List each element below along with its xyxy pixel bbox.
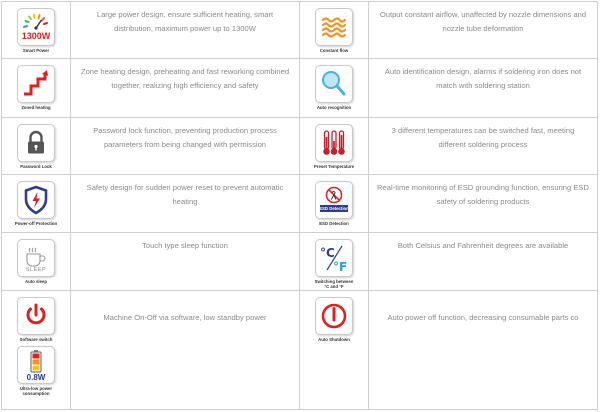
- feature-icon-cell: [2, 233, 71, 291]
- feature-description-cell: [369, 233, 598, 291]
- feature-description: Zone heating design, preheating and fast reworking combined together, realizing high efficiency and safety: [80, 67, 290, 90]
- feature-description: Large power design, ensure sufficient heating, smart distribution, maximum power up to 1300W: [96, 10, 274, 33]
- feature-icon-cell: [2, 291, 71, 410]
- feature-description-cell: [369, 2, 598, 59]
- feature-description: Auto power off function, decreasing consumable parts co: [387, 313, 579, 322]
- feature-description: Safety design for sudden power reset to prevent automatic heating: [86, 183, 284, 206]
- feature-row: [2, 233, 598, 291]
- svg-text:°C: °C: [320, 246, 335, 260]
- zone-steps-icon: [18, 66, 54, 102]
- magnifier-icon: [316, 66, 352, 102]
- feature-caption: Smart Power: [22, 48, 50, 53]
- feature-description: Machine On-Off via software, low standby power: [103, 313, 267, 322]
- feature-icon-cell: [300, 175, 369, 233]
- padlock-icon: [18, 125, 54, 161]
- feature-icon-cell: [300, 118, 369, 175]
- feature-caption: Switching between °C and °F: [314, 279, 354, 289]
- feature-description: Both Celsius and Fahrenheit degrees are available: [397, 241, 569, 250]
- feature-caption: Ultra-low power consumption: [19, 386, 53, 396]
- unit-switching-tile: [315, 239, 353, 277]
- esd-detection-tile: [315, 181, 353, 219]
- shield-bolt-icon: [18, 182, 54, 218]
- preset-temperature-tile: [315, 124, 353, 162]
- feature-description-cell: [71, 233, 300, 291]
- feature-caption: Constant flow: [319, 48, 349, 53]
- feature-description-cell: [369, 175, 598, 233]
- feature-description-cell: [71, 291, 300, 410]
- feature-row: [2, 59, 598, 118]
- auto-sleep-tile: [17, 239, 55, 277]
- feature-caption: Password Lock: [20, 164, 52, 169]
- celsius-fahrenheit-icon: [316, 240, 352, 276]
- airflow-waves-icon: [316, 9, 352, 45]
- thermometers-icon: [316, 125, 352, 161]
- feature-caption: Power-off Protection: [14, 221, 58, 226]
- auto-shutdown-tile: [315, 297, 353, 335]
- constant-flow-tile: [315, 8, 353, 46]
- feature-icon-cell: [2, 118, 71, 175]
- feature-caption: Software switch: [19, 337, 53, 342]
- svg-text:°F: °F: [333, 260, 348, 274]
- esd-badge: ESD Detection: [319, 206, 349, 211]
- password-lock-tile: [17, 124, 55, 162]
- feature-icon-cell: [300, 291, 369, 410]
- sleep-badge: SLEEP: [25, 267, 47, 273]
- feature-icon-cell: [300, 233, 369, 291]
- feature-description: 3 different temperatures can be switched fast, meeting different soldering process: [391, 126, 575, 149]
- power-button-icon: [18, 298, 54, 334]
- feature-description: Real-time monitoring of ESD grounding function, ensuring ESD safety of soldering products: [377, 183, 589, 206]
- feature-row: [2, 291, 598, 410]
- feature-description-cell: [71, 59, 300, 118]
- software-switch-tile: [17, 297, 55, 335]
- power-badge: 1300W: [21, 31, 51, 41]
- feature-caption: Auto recognition: [316, 105, 352, 110]
- feature-row: [2, 175, 598, 233]
- feature-row: [2, 118, 598, 175]
- feature-description-cell: [369, 59, 598, 118]
- feature-description: Password lock function, preventing production process parameters from being changed with permission: [93, 126, 277, 149]
- feature-caption: Preset Temperature: [313, 164, 355, 169]
- standby-power-badge: 0.8W: [26, 373, 46, 382]
- feature-description-cell: [369, 118, 598, 175]
- feature-description: Output constant airflow, unaffected by nozzle dimensions and nozzle tube deformation: [379, 10, 587, 33]
- feature-description: Auto identification design, alarms if soldering iron does not match with soldering station: [384, 67, 582, 90]
- feature-icon-cell: [2, 2, 71, 59]
- feature-description-cell: [71, 175, 300, 233]
- feature-description-cell: [369, 291, 598, 410]
- esd-symbol-icon: [316, 182, 352, 218]
- feature-icon-cell: [300, 2, 369, 59]
- feature-description-cell: [71, 118, 300, 175]
- auto-recognition-tile: [315, 65, 353, 103]
- feature-row: [2, 2, 598, 59]
- feature-description-cell: [71, 2, 300, 59]
- feature-icon-cell: [2, 175, 71, 233]
- smart-power-tile: [17, 8, 55, 46]
- feature-caption: Zoned heating: [21, 105, 51, 110]
- ultra-low-power-tile: [17, 346, 55, 384]
- feature-caption: Auto Shutdown: [318, 337, 350, 342]
- zoned-heating-tile: [17, 65, 55, 103]
- feature-icon-cell: [300, 59, 369, 118]
- shutdown-icon: [316, 298, 352, 334]
- feature-table: [1, 1, 598, 410]
- feature-caption: ESD Detection: [319, 221, 349, 226]
- feature-caption: Auto sleep: [25, 279, 47, 284]
- power-off-protection-tile: [17, 181, 55, 219]
- feature-icon-cell: [2, 59, 71, 118]
- feature-description: Touch type sleep function: [142, 241, 228, 250]
